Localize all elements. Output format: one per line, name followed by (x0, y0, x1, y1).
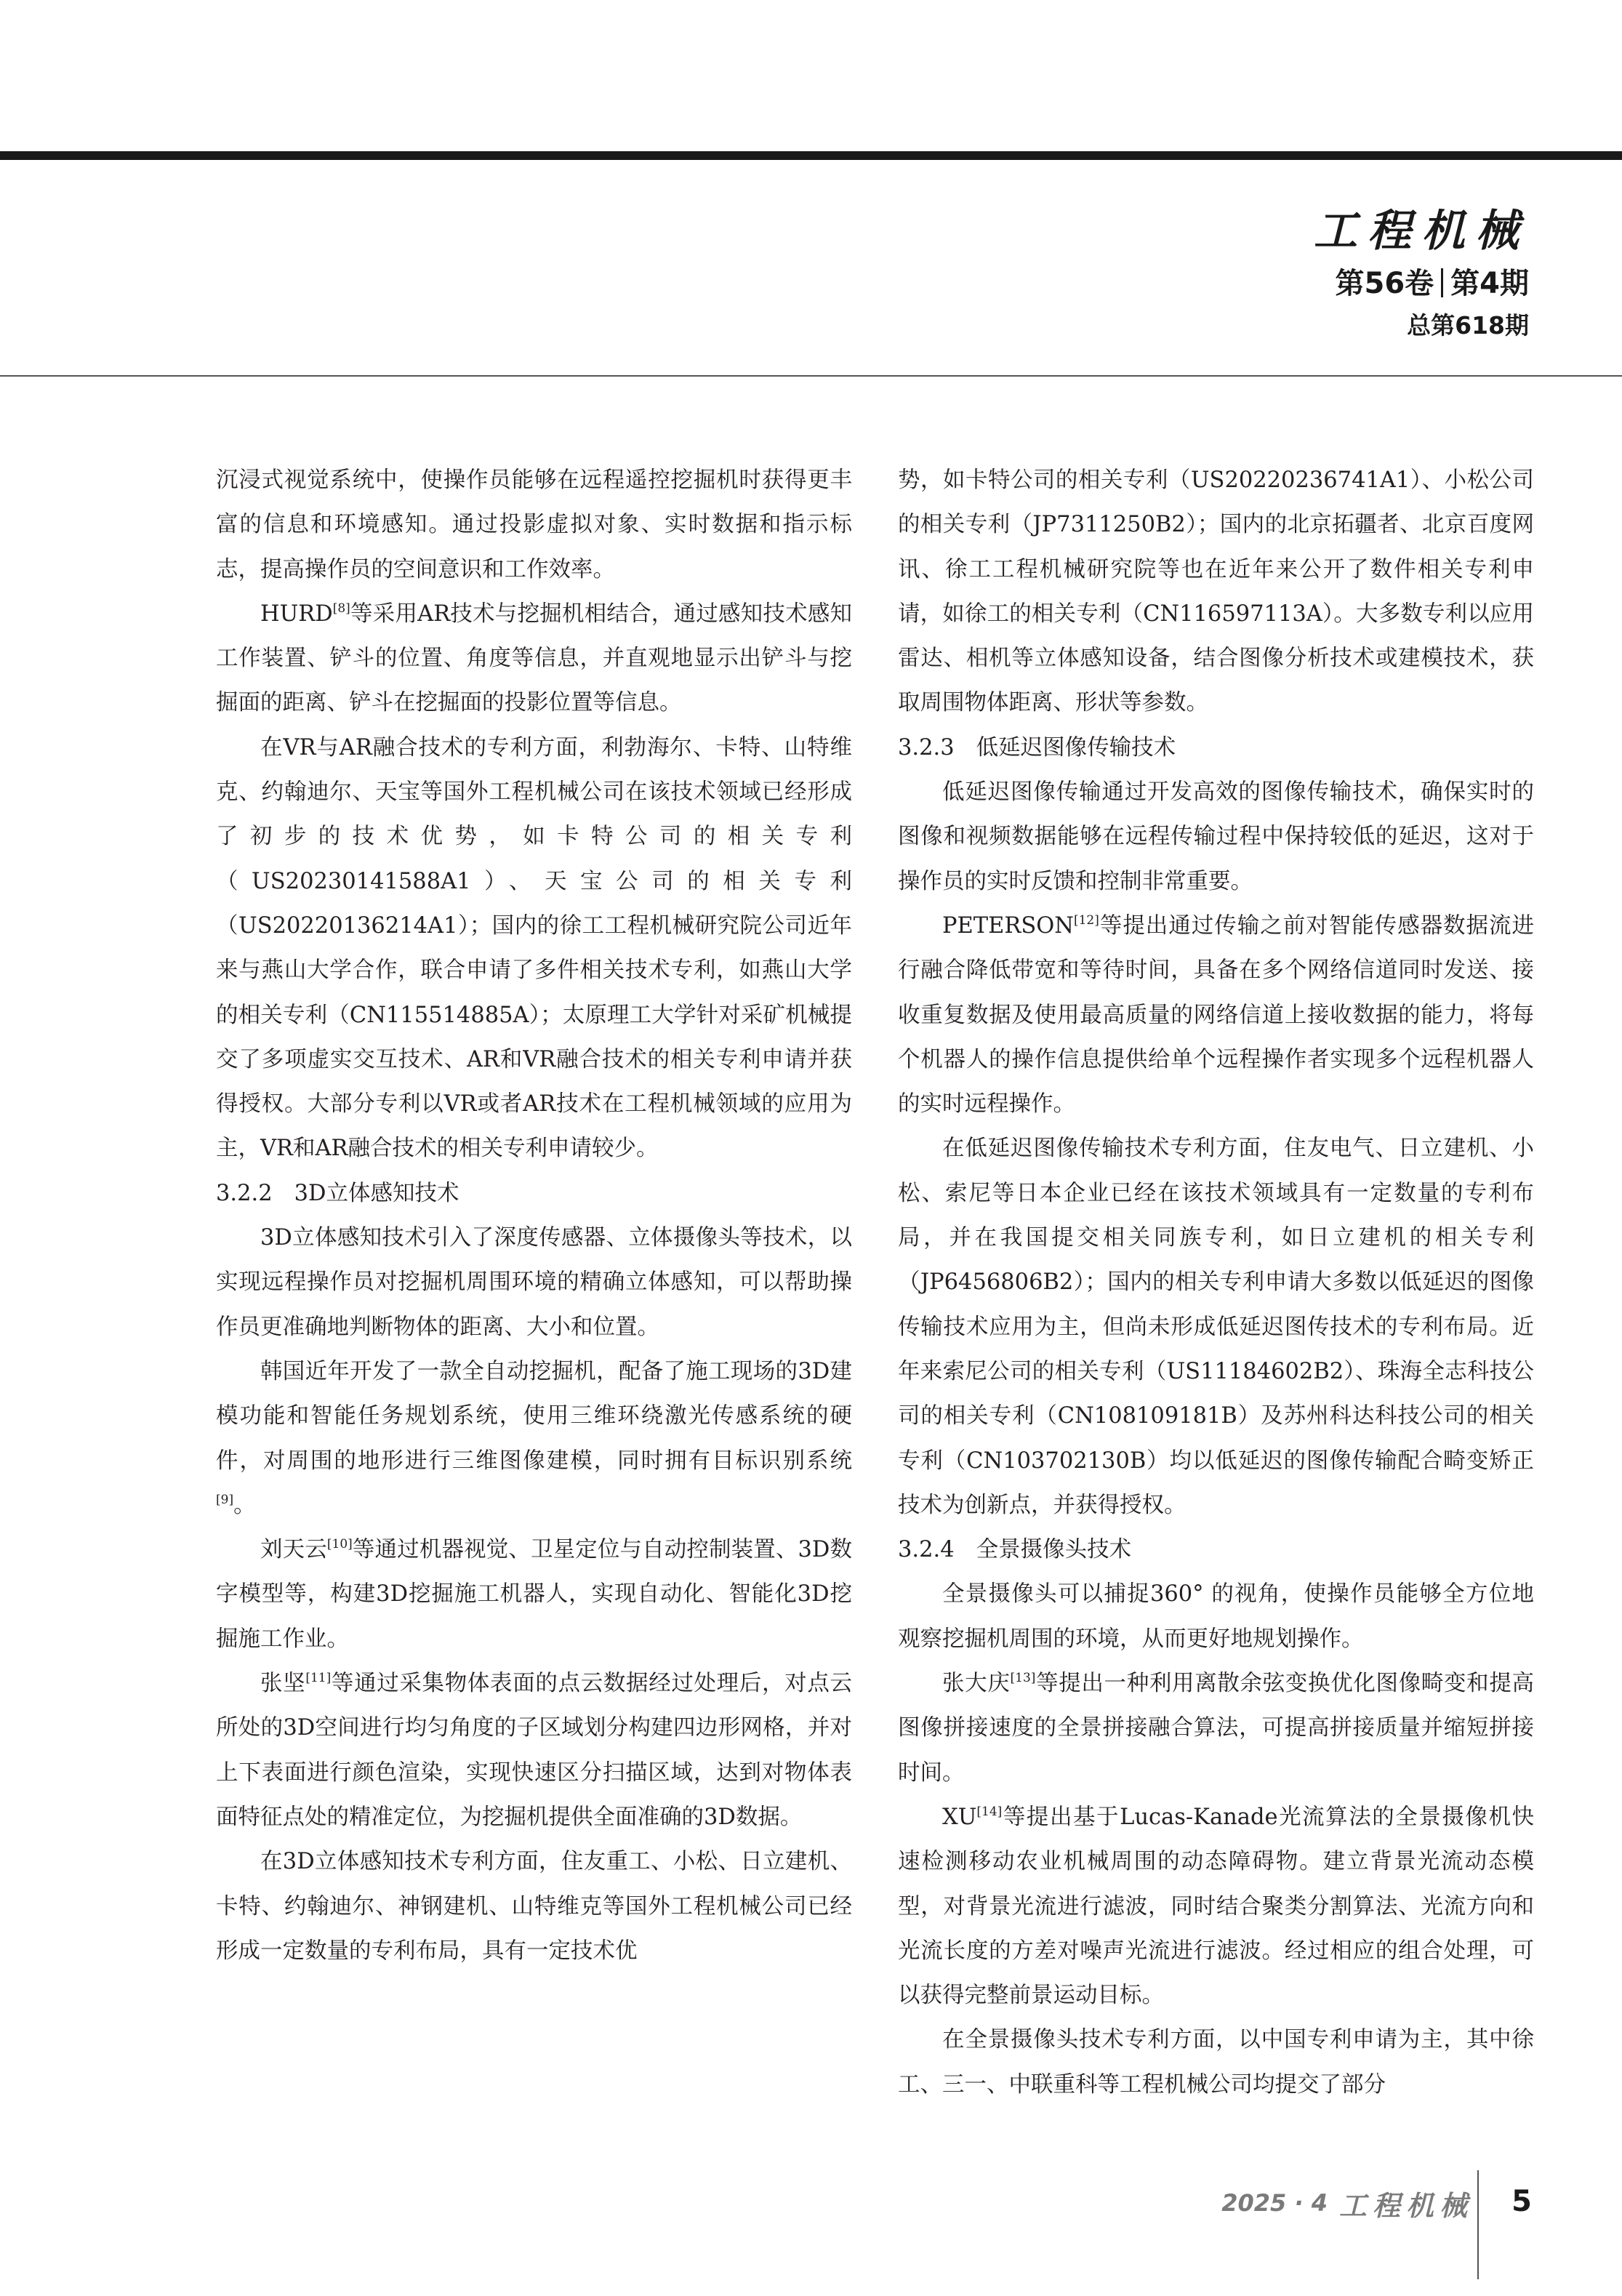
author-name: PETERSON (942, 912, 1074, 939)
author-name: 张坚 (260, 1671, 306, 1697)
section-number: 3.2.2 (216, 1180, 273, 1206)
section-heading (898, 726, 1534, 770)
paragraph-text: 。 (233, 1492, 256, 1518)
paragraph (216, 1528, 852, 1661)
citation-ref: [12] (1073, 912, 1099, 928)
paragraph (216, 592, 852, 726)
left-column (216, 458, 852, 1973)
right-column (898, 458, 1534, 2107)
paragraph-text: 韩国近年开发了一款全自动挖掘机，配备了施工现场的3D建模功能和智能任务规划系统，使用三维环绕激光传感系统的硬件，对周围的地形进行三维图像建模，同时拥有目标识别系统 (216, 1358, 852, 1474)
citation-ref: [8] (332, 601, 350, 616)
author-name: 刘天云 (260, 1537, 327, 1563)
section-title: 低延迟图像传输技术 (976, 734, 1176, 760)
paragraph (216, 1349, 852, 1528)
citation-ref: [9] (216, 1492, 234, 1507)
page-footer (0, 2163, 1622, 2296)
citation-ref: [13] (1010, 1671, 1036, 1686)
paragraph-text: 等通过采集物体表面的点云数据经过处理后，对点云所处的3D空间进行均匀角度的子区域划分构建四边形网格，并对上下表面进行颜色渲染，实现快速区分扫描区域，达到对物体表面特征点处的精准定位，为挖掘机提供全面准确的3D数据。 (216, 1671, 852, 1830)
paragraph: 在VR与AR融合技术的专利方面，利勃海尔、卡特、山特维克、约翰迪尔、天宝等国外工程机械公司在该技术领域已经形成了初步的技术优势，如卡特公司的相关专利（US20230141588A1）、天宝公司的相关专利（US20220136214A1）；国内的徐工工程机械研究院公司近年来与燕山大学合作，联合申请了多件相关技术专利，如燕山大学的相关专利（CN115514885A）；太原理工大学针对采矿机械提交了多项虚实交互技术、AR和VR融合技术的相关专利申请并获得授权。大部分专利以VR或者AR技术在工程机械领域的应用为主，VR和AR融合技术的相关专利申请较少。 (216, 734, 852, 1162)
paragraph: 在全景摄像头技术专利方面，以中国专利申请为主，其中徐工、三一、中联重科等工程机械公司均提交了部分 (898, 2027, 1534, 2098)
paragraph (898, 1795, 1534, 2018)
author-name: 张大庆 (942, 1671, 1011, 1697)
author-name: HURD (260, 601, 333, 627)
paragraph-text: 等提出通过传输之前对智能传感器数据流进行融合降低带宽和等待时间，具备在多个网络信道同时发送、接收重复数据及使用最高质量的网络信道上接收数据的能力，将每个机器人的操作信息提供给单个远程操作者实现多个远程机器人的实时远程操作。 (898, 912, 1534, 1117)
footer-divider (1477, 2170, 1479, 2279)
paragraph-text: 等提出一种利用离散余弦变换优化图像畸变和提高图像拼接速度的全景拼接融合算法，可提高拼接质量并缩短拼接时间。 (898, 1671, 1535, 1786)
issue-line (1335, 260, 1529, 302)
section-number: 3.2.3 (898, 734, 955, 760)
paragraph: 在3D立体感知技术专利方面，住友重工、小松、日立建机、卡特、约翰迪尔、神钢建机、山特维克等国外工程机械公司已经形成一定数量的专利布局，具有一定技术优 (216, 1849, 852, 1964)
paragraph: 势，如卡特公司的相关专利（US20220236741A1）、小松公司的相关专利（JP7311250B2）；国内的北京拓疆者、北京百度网讯、徐工工程机械研究院等也在近年来公开了数件相关专利申请，如徐工的相关专利（CN116597113A）。大多数专利以应用雷达、相机等立体感知设备，结合图像分析技术或建模技术，获取周围物体距离、形状等参数。 (898, 467, 1534, 716)
footer-journal-logo: 工程机械 (1338, 2189, 1473, 2222)
section-title: 全景摄像头技术 (976, 1537, 1132, 1563)
section-title: 3D立体感知技术 (294, 1180, 459, 1206)
total-issue-label: 总第618期 (1407, 311, 1529, 340)
citation-ref: [14] (976, 1804, 1003, 1819)
footer-date: 2025 · 4 (1221, 2189, 1328, 2217)
paragraph: 3D立体感知技术引入了深度传感器、立体摄像头等技术，以实现远程操作员对挖掘机周围环境的精确立体感知，可以帮助操作员更准确地判断物体的距离、大小和位置。 (216, 1225, 852, 1340)
author-name: XU (942, 1804, 977, 1830)
paragraph (898, 904, 1534, 1126)
paragraph: 全景摄像头可以捕捉360° 的视角，使操作员能够全方位地观察挖掘机周围的环境，从而更好地规划操作。 (898, 1581, 1534, 1652)
citation-ref: [11] (305, 1671, 332, 1686)
paragraph-text: 等通过机器视觉、卫星定位与自动控制装置、3D数字模型等，构建3D挖掘施工机器人，实现自动化、智能化3D挖掘施工作业。 (216, 1537, 853, 1652)
journal-logo: 工程机械 (1314, 206, 1529, 257)
paragraph (216, 1661, 852, 1839)
section-heading (898, 1528, 1534, 1572)
section-heading (216, 1171, 852, 1216)
paragraph (898, 1661, 1534, 1795)
volume-label: 第56卷 (1335, 267, 1434, 300)
section-number: 3.2.4 (898, 1537, 955, 1563)
issue-separator (1441, 268, 1443, 297)
issue-label: 第4期 (1450, 267, 1529, 300)
paragraph-text: 等采用AR技术与挖掘机相结合，通过感知技术感知工作装置、铲斗的位置、角度等信息，并直观地显示出铲斗与挖掘面的距离、铲斗在挖掘面的投影位置等信息。 (216, 601, 852, 716)
header-rule (0, 375, 1622, 377)
top-rule (0, 151, 1622, 160)
paragraph: 沉浸式视觉系统中，使操作员能够在远程遥控挖掘机时获得更丰富的信息和环境感知。通过投影虚拟对象、实时数据和指示标志，提高操作员的空间意识和工作效率。 (216, 467, 852, 582)
page-number: 5 (1511, 2185, 1532, 2218)
paragraph-text: 等提出基于Lucas-Kanade光流算法的全景摄像机快速检测移动农业机械周围的动态障碍物。建立背景光流动态模型，对背景光流进行滤波，同时结合聚类分割算法、光流方向和光流长度的方差对噪声光流进行滤波。经过相应的组合处理，可以获得完整前景运动目标。 (898, 1804, 1534, 2009)
paragraph: 低延迟图像传输通过开发高效的图像传输技术，确保实时的图像和视频数据能够在远程传输过程中保持较低的延迟，这对于操作员的实时反馈和控制非常重要。 (898, 779, 1534, 894)
citation-ref: [10] (326, 1537, 353, 1552)
paragraph: 在低延迟图像传输技术专利方面，住友电气、日立建机、小松、索尼等日本企业已经在该技术领域具有一定数量的专利布局，并在我国提交相关同族专利，如日立建机的相关专利（JP6456806B2）；国内的相关专利申请大多数以低延迟的图像传输技术应用为主，但尚未形成低延迟图传技术的专利布局。近年来索尼公司的相关专利（US11184602B2）、珠海全志科技公司的相关专利（CN108109181B）及苏州科达科技公司的相关专利（CN103702130B）均以低延迟的图像传输配合畸变矫正技术为创新点，并获得授权。 (898, 1136, 1534, 1518)
